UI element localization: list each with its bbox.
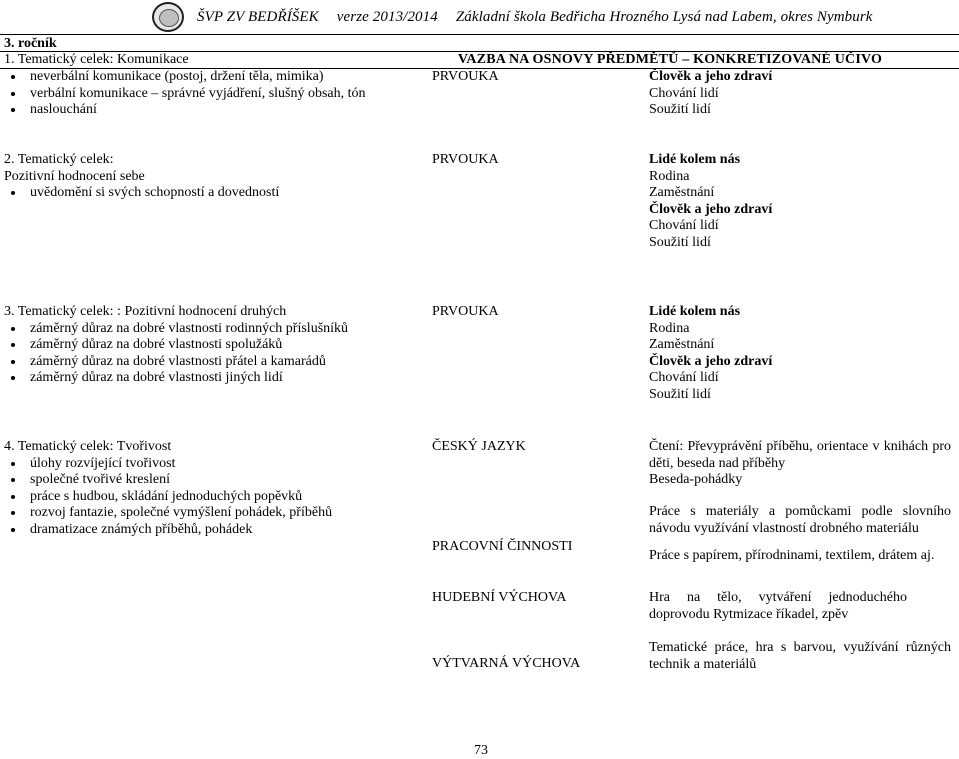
topic: Soužití lidí	[649, 386, 711, 402]
czech-topic: Čtení: Převyprávění příběhu, orientace v knihách pro děti, beseda nad příběhy	[649, 439, 951, 471]
section-4-list	[4, 456, 414, 539]
section-1-title: 1. Tematický celek: Komunikace	[4, 52, 189, 67]
page-number: 73	[474, 743, 488, 758]
school-program: ŠVP ZV BEDŘÍŠEK	[197, 9, 319, 25]
school-logo	[152, 2, 184, 32]
work-topic-1: Práce s materiály a pomůckami podle slovního návodu využívání vlastností drobného materiálu	[649, 504, 951, 536]
topic: Rodina	[649, 168, 690, 184]
list-item: verbální komunikace – správné vyjádření, slušný obsah, tón	[4, 86, 414, 103]
topic: Zaměstnání	[649, 185, 715, 200]
section-1-list	[4, 69, 414, 119]
topic: Člověk a jeho zdraví	[649, 353, 773, 369]
section-4-title: 4. Tematický celek: Tvořivost	[4, 439, 172, 454]
topic: Člověk a jeho zdraví	[649, 201, 773, 217]
list-item: záměrný důraz na dobré vlastnosti jiných lidí	[4, 370, 414, 387]
list-item: společné tvořivé kreslení	[4, 472, 414, 489]
list-item: záměrný důraz na dobré vlastnosti rodinných příslušníků	[4, 321, 414, 338]
header-text	[197, 9, 891, 26]
section-3-list	[4, 321, 414, 387]
vazba-header: VAZBA NA OSNOVY PŘEDMĚTŮ – KONKRETIZOVANÉ UČIVO	[457, 52, 883, 67]
list-item: záměrný důraz na dobré vlastnosti spolužáků	[4, 337, 414, 354]
topic: Chování lidí	[649, 85, 719, 101]
program-version: verze 2013/2014	[336, 9, 438, 25]
topic: Zaměstnání	[649, 337, 715, 352]
subject-work: PRACOVNÍ ČINNOSTI	[432, 539, 573, 554]
list-item: rozvoj fantazie, společné vymýšlení pohádek, příběhů	[4, 505, 414, 522]
section-1-subject: PRVOUKA	[432, 69, 499, 84]
section-3-subject: PRVOUKA	[432, 304, 499, 319]
page-header	[0, 0, 959, 34]
section-2-subtitle: Pozitivní hodnocení sebe	[4, 168, 145, 184]
list-item: úlohy rozvíjející tvořivost	[4, 456, 414, 473]
topic: Soužití lidí	[649, 102, 711, 117]
list-item: uvědomění si svých schopností a dovedností	[4, 185, 414, 202]
section-2-title: 2. Tematický celek:	[4, 152, 114, 167]
section-3-title: 3. Tematický celek: : Pozitivní hodnocení druhých	[4, 304, 287, 319]
list-item: naslouchání	[4, 102, 414, 119]
section-2-list	[4, 185, 414, 202]
subject-art: VÝTVARNÁ VÝCHOVA	[432, 656, 581, 671]
grade-heading: 3. ročník	[0, 34, 959, 51]
topic: Lidé kolem nás	[649, 304, 741, 319]
art-topic: Tematické práce, hra s barvou, využívání různých technik a materiálů	[649, 640, 951, 672]
topic: Chování lidí	[649, 370, 719, 385]
topic: Soužití lidí	[649, 234, 711, 250]
topic: Rodina	[649, 320, 690, 336]
list-item: neverbální komunikace (postoj, držení těla, mimika)	[4, 69, 414, 86]
czech-topic-2: Beseda-pohádky	[649, 472, 743, 487]
work-topic-2: Práce s papírem, přírodninami, textilem, drátem aj.	[649, 548, 935, 563]
subject-music: HUDEBNÍ VÝCHOVA	[432, 590, 567, 605]
subject-czech: ČESKÝ JAZYK	[432, 439, 526, 454]
music-topic: Hra na tělo, vytváření jednoduchého doprovodu Rytmizace říkadel, zpěv	[649, 590, 907, 622]
topic: Lidé kolem nás	[649, 152, 741, 167]
list-item: dramatizace známých příběhů, pohádek	[4, 522, 414, 539]
list-item: záměrný důraz na dobré vlastnosti přátel a kamarádů	[4, 354, 414, 371]
topic: Chování lidí	[649, 218, 719, 233]
section-2-subject: PRVOUKA	[432, 152, 499, 167]
topic: Člověk a jeho zdraví	[649, 69, 773, 84]
school-name: Základní škola Bedřicha Hrozného Lysá nad Labem, okres Nymburk	[455, 9, 873, 25]
list-item: práce s hudbou, skládání jednoduchých popěvků	[4, 489, 414, 506]
